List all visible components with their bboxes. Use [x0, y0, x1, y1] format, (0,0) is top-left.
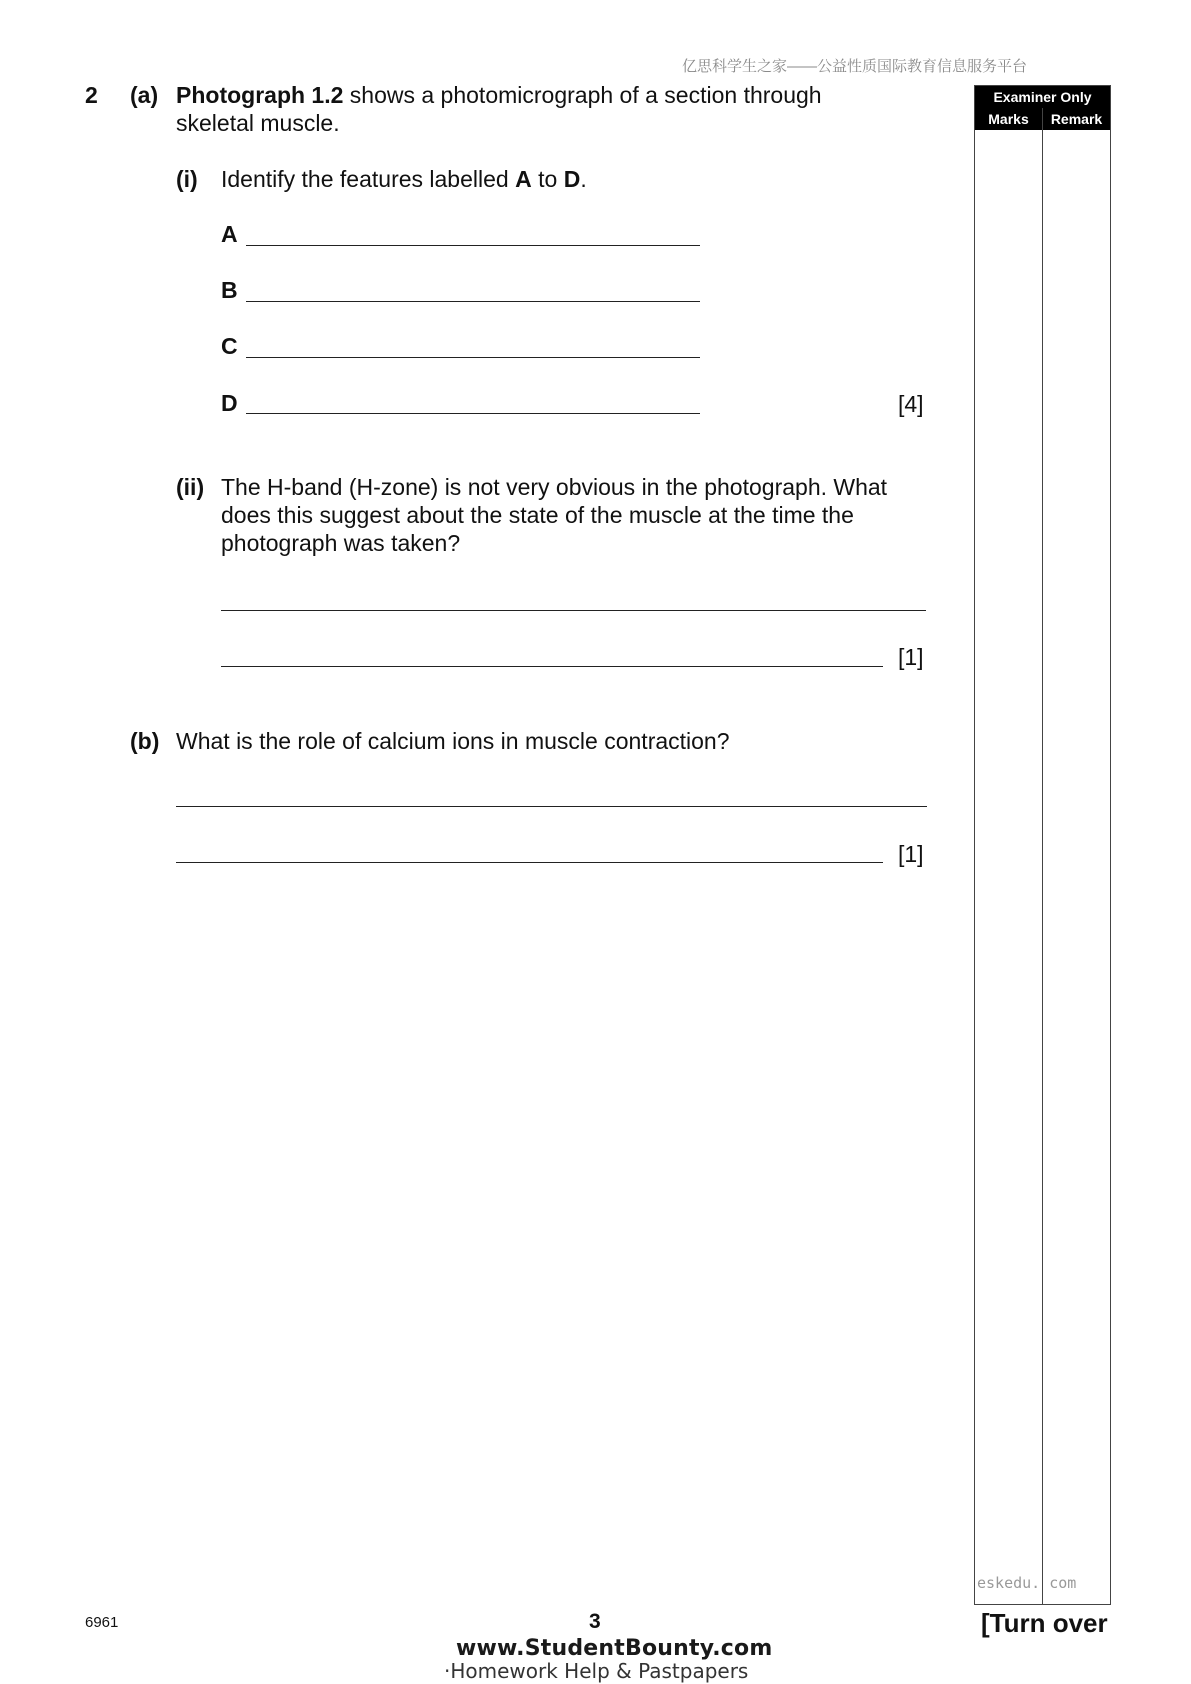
sub-ii-label: (ii)	[176, 474, 205, 500]
answer-line-ii-1[interactable]	[221, 610, 926, 611]
sub-i-bold-d: D	[563, 166, 581, 192]
sub-i-label: (i)	[176, 166, 198, 192]
examiner-stamp: eskedu. com	[977, 1574, 1077, 1592]
sub-i-text-end: .	[580, 166, 587, 192]
answer-line-ii-2[interactable]	[221, 666, 883, 667]
header-watermark: 亿思科学生之家——公益性质国际教育信息服务平台	[682, 58, 1028, 75]
sub-i-question	[221, 165, 587, 193]
examiner-only-title: Examiner Only	[975, 86, 1110, 108]
part-a-intro	[176, 81, 822, 109]
sub-ii-line2: does this suggest about the state of the muscle at the time the	[221, 502, 854, 528]
turn-over: [Turn over	[981, 1608, 1108, 1638]
answer-line-d[interactable]	[246, 413, 700, 414]
marks-column-header: Marks	[975, 108, 1042, 130]
part-b-label: (b)	[130, 728, 160, 754]
remark-column-header: Remark	[1043, 108, 1110, 130]
sub-ii-line1: The H-band (H-zone) is not very obvious in the photograph. What	[221, 474, 888, 500]
answer-label-d: D	[221, 390, 238, 416]
page-number: 3	[589, 1610, 601, 1633]
sub-i-bold-a: A	[515, 166, 532, 192]
studentbounty-tagline: ·Homework Help & Pastpapers	[444, 1659, 749, 1683]
examiner-only-box	[974, 85, 1111, 1605]
part-a-intro-rest: shows a photomicrograph of a section through	[343, 82, 822, 108]
part-a-label: (a)	[130, 82, 159, 108]
answer-line-c[interactable]	[246, 357, 700, 358]
answer-line-b-1[interactable]	[176, 806, 927, 807]
column-divider	[1042, 108, 1043, 1604]
studentbounty-site: www.StudentBounty.com	[456, 1636, 773, 1661]
photograph-reference: Photograph 1.2	[176, 82, 344, 108]
paper-code: 6961	[85, 1614, 119, 1631]
answer-label-b: B	[221, 277, 238, 303]
answer-line-a[interactable]	[246, 245, 700, 246]
part-b-question: What is the role of calcium ions in muscle contraction?	[176, 728, 730, 754]
marks-sub-i: [4]	[898, 391, 924, 417]
sub-ii-line3: photograph was taken?	[221, 530, 461, 556]
question-number: 2	[85, 82, 98, 108]
answer-label-a: A	[221, 221, 238, 247]
answer-line-b-2[interactable]	[176, 862, 883, 863]
sub-i-text-mid: to	[531, 166, 564, 192]
answer-label-c: C	[221, 333, 238, 359]
marks-part-b: [1]	[898, 841, 924, 867]
answer-line-b[interactable]	[246, 301, 700, 302]
part-a-intro-line2: skeletal muscle.	[176, 110, 340, 136]
sub-i-text-pre: Identify the features labelled	[221, 166, 516, 192]
marks-sub-ii: [1]	[898, 644, 924, 670]
